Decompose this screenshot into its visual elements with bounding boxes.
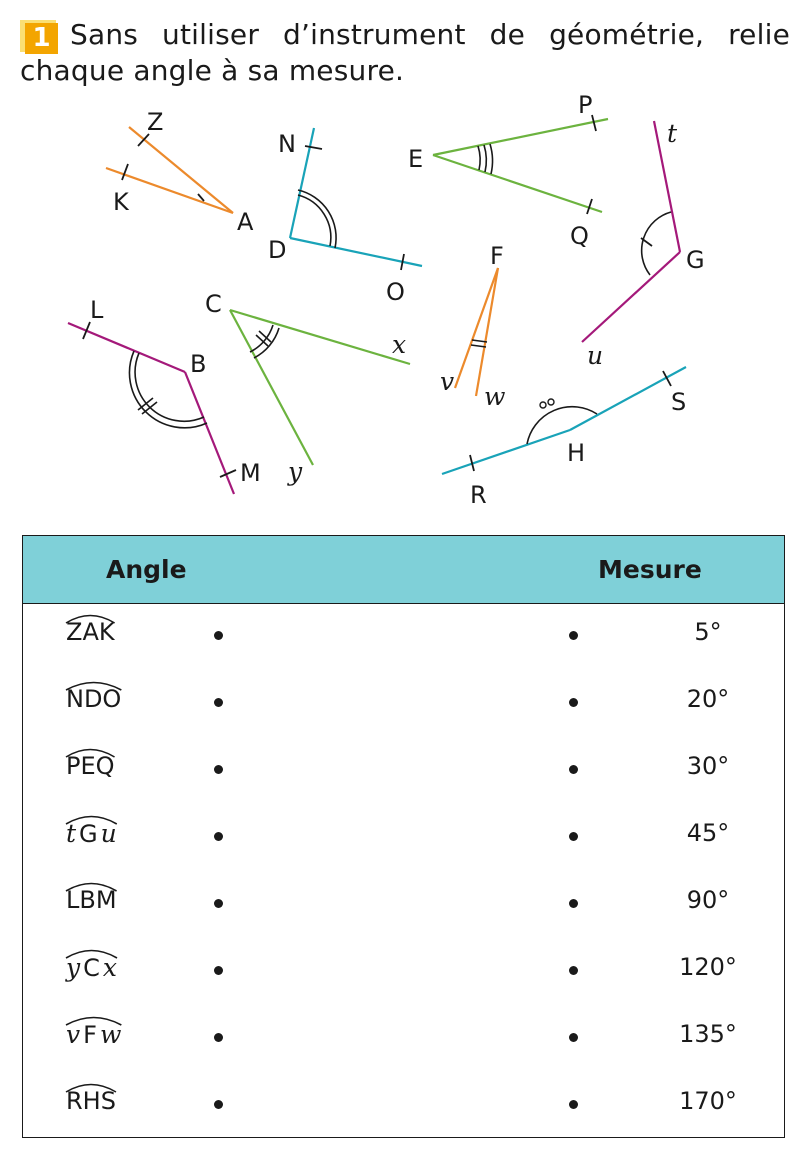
angle-tgu xyxy=(582,121,680,342)
label-d: D xyxy=(268,236,287,264)
angle-hat-icon xyxy=(65,1081,117,1093)
angle-hat-icon xyxy=(65,1014,122,1026)
left-dot[interactable] xyxy=(214,1033,223,1042)
right-dot[interactable] xyxy=(569,1100,578,1109)
angle-name-part: PEQ xyxy=(66,752,115,780)
label-l: L xyxy=(90,296,104,324)
angle-name-part: v xyxy=(66,1020,81,1049)
angle-name-part: ZAK xyxy=(66,618,115,646)
angle-name xyxy=(66,752,115,780)
angle-name-part: y xyxy=(66,953,81,982)
label-v: v xyxy=(440,367,455,396)
right-dot[interactable] xyxy=(569,698,578,707)
left-dot[interactable] xyxy=(214,966,223,975)
angle-hat-icon xyxy=(65,612,116,624)
left-dot[interactable] xyxy=(214,832,223,841)
measure-value: 20° xyxy=(686,685,730,713)
label-c: C xyxy=(205,290,222,318)
angle-name xyxy=(66,819,117,848)
exercise-number: 1 xyxy=(25,23,58,54)
angle-hat-icon xyxy=(65,746,116,758)
angle-ndo xyxy=(290,128,422,270)
angles-figure xyxy=(0,90,803,510)
measure-value: 135° xyxy=(679,1020,737,1048)
angle-name-part: NDO xyxy=(66,685,122,713)
label-z: Z xyxy=(147,108,164,136)
measure-value: 170° xyxy=(679,1087,737,1115)
right-dot[interactable] xyxy=(569,899,578,908)
angle-hat-icon xyxy=(65,813,118,825)
angle-name-part: RHS xyxy=(66,1087,116,1115)
angle-hat-icon xyxy=(65,880,118,892)
label-m: M xyxy=(240,459,261,487)
table-header xyxy=(23,536,784,604)
matching-table xyxy=(22,535,785,1138)
measure-value: 45° xyxy=(686,819,730,847)
label-w: w xyxy=(484,382,506,411)
table-row xyxy=(23,1073,784,1140)
angle-name xyxy=(66,1020,121,1049)
left-dot[interactable] xyxy=(214,698,223,707)
label-y: y xyxy=(288,457,303,486)
label-q: Q xyxy=(570,222,589,250)
label-o: O xyxy=(386,278,405,306)
left-dot[interactable] xyxy=(214,631,223,640)
label-f: F xyxy=(490,242,504,270)
right-dot[interactable] xyxy=(569,966,578,975)
measure-value: 5° xyxy=(694,618,722,646)
label-a: A xyxy=(237,208,254,236)
angle-name xyxy=(66,685,121,713)
left-dot[interactable] xyxy=(214,1100,223,1109)
label-g: G xyxy=(686,246,705,274)
angle-name xyxy=(66,953,117,982)
table-row xyxy=(23,1006,784,1073)
angle-name-part: u xyxy=(100,819,117,848)
angle-name-part: LBM xyxy=(66,886,117,914)
angle-name xyxy=(66,886,117,914)
measure-value: 90° xyxy=(686,886,730,914)
angle-name-part: w xyxy=(99,1020,122,1049)
label-b: B xyxy=(190,350,207,378)
right-dot[interactable] xyxy=(569,832,578,841)
instruction-line-2: chaque angle à sa mesure. xyxy=(20,54,405,87)
label-x: x xyxy=(392,330,407,359)
angle-peq xyxy=(433,115,608,214)
header-angle: Angle xyxy=(106,555,187,584)
label-n: N xyxy=(278,130,296,158)
angle-name-part: G xyxy=(79,820,98,848)
right-dot[interactable] xyxy=(569,631,578,640)
label-h: H xyxy=(567,439,586,467)
table-row xyxy=(23,671,784,738)
angle-name-part: F xyxy=(83,1021,97,1049)
angle-ycx xyxy=(230,310,410,465)
table-row xyxy=(23,738,784,805)
instruction-line-1: Sans utiliser d’instrument de géométrie, relie xyxy=(70,18,790,51)
angle-name xyxy=(66,618,115,646)
label-t: t xyxy=(667,119,678,148)
label-e: E xyxy=(408,145,424,173)
header-measure: Mesure xyxy=(598,555,702,584)
angle-name-part: x xyxy=(102,953,117,982)
exercise-number-badge xyxy=(20,20,60,54)
angle-name-part: C xyxy=(83,954,100,982)
measure-value: 30° xyxy=(686,752,730,780)
angle-lbm xyxy=(68,322,236,494)
angle-vfw xyxy=(455,268,498,396)
angle-hat-icon xyxy=(65,947,118,959)
angle-hat-icon xyxy=(65,679,122,691)
table-row xyxy=(23,805,784,872)
label-p: P xyxy=(578,91,593,119)
label-s: S xyxy=(671,388,687,416)
left-dot[interactable] xyxy=(214,899,223,908)
angle-name-part: t xyxy=(66,819,77,848)
measure-value: 120° xyxy=(679,953,737,981)
table-row xyxy=(23,939,784,1006)
left-dot[interactable] xyxy=(214,765,223,774)
table-row xyxy=(23,604,784,671)
right-dot[interactable] xyxy=(569,1033,578,1042)
angle-name xyxy=(66,1087,116,1115)
table-row xyxy=(23,872,784,939)
right-dot[interactable] xyxy=(569,765,578,774)
label-u: u xyxy=(587,341,604,370)
label-k: K xyxy=(113,188,129,216)
label-r: R xyxy=(470,481,487,509)
